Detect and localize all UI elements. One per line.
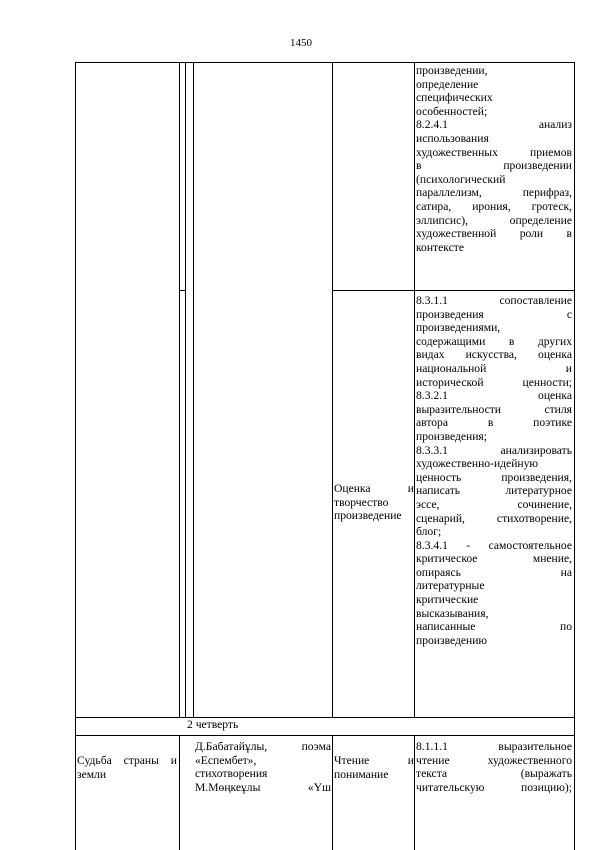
text-line: читательскую позицию);: [416, 780, 572, 794]
text-line: специфических: [416, 91, 493, 105]
text-line: произведение: [334, 509, 402, 523]
text-line: произведении,: [416, 64, 488, 77]
text-line: автора в поэтике: [416, 416, 572, 430]
text-line: произведениями,: [416, 321, 501, 335]
text-line: 8.3.1.1 сопоставление: [416, 294, 572, 307]
text-line: использования: [416, 131, 489, 145]
grid-line: [414, 62, 415, 717]
grid-line: [75, 735, 575, 736]
text-line: написать литературное: [416, 484, 572, 498]
grid-line: [179, 290, 185, 291]
grid-line: [75, 62, 575, 63]
grid-line: [179, 735, 180, 850]
grid-line: [414, 735, 415, 850]
text-line: понимание: [334, 767, 389, 781]
text-line: эллипсис), определение: [416, 213, 572, 227]
text-line: сценарий, стихотворение,: [416, 511, 572, 525]
text-line: определение: [416, 77, 479, 91]
grid-line: [332, 290, 575, 291]
text-line: контексте: [416, 240, 464, 254]
text-line: блог;: [416, 525, 442, 539]
text-line: произведения;: [416, 429, 487, 443]
text-line: Д.Бабатайұлы, поэма: [195, 740, 331, 753]
text-line: произведения с: [416, 307, 572, 321]
grid-line: [179, 62, 180, 717]
works-cell: [195, 740, 331, 794]
grid-line: [75, 62, 76, 850]
text-line: 8.1.1.1 выразительное: [416, 740, 572, 753]
text-line: критические: [416, 593, 479, 607]
text-line: чтение художественного: [416, 753, 572, 767]
text-line: художественных приемов: [416, 145, 572, 159]
text-line: эссе, сочинение,: [416, 497, 572, 511]
grid-line: [332, 735, 333, 850]
text-line: сатира, ирония, гротеск,: [416, 199, 572, 213]
text-line: ценность произведения,: [416, 470, 572, 484]
text-line: параллелизм, перифраз,: [416, 186, 572, 200]
grid-line: [185, 62, 186, 717]
objectives-cell: [416, 740, 572, 794]
text-line: произведению: [416, 633, 488, 647]
theme-cell: [77, 754, 177, 781]
text-line: земли: [77, 767, 107, 781]
text-line: художественно-идейную: [416, 457, 539, 471]
text-line: 8.3.4.1 - самостоятельное: [416, 538, 572, 552]
text-line: Чтение и: [334, 754, 414, 767]
text-line: видах искусства, оценка: [416, 348, 572, 362]
page-number: 1450: [290, 37, 312, 49]
text-line: творчество: [334, 495, 389, 509]
text-line: стихотворения: [195, 767, 268, 781]
grid-line: [193, 62, 194, 717]
text-line: особенностей;: [416, 104, 488, 118]
text-line: 8.3.3.1 анализировать: [416, 443, 572, 457]
objectives-cell: [416, 294, 572, 647]
text-line: художественной роли в: [416, 227, 572, 241]
grid-line: [574, 62, 575, 850]
skill-cell: [334, 754, 414, 781]
text-line: в произведении: [416, 159, 572, 173]
grid-line: [332, 62, 333, 717]
curriculum-table: [75, 62, 575, 850]
text-line: написанные по: [416, 620, 572, 634]
text-line: М.Мөңкеұлы «Үш: [195, 780, 331, 794]
text-line: национальной и: [416, 361, 572, 375]
text-line: выразительности стиля: [416, 402, 572, 416]
text-line: 8.3.2.1 оценка: [416, 389, 572, 403]
text-line: исторической ценности;: [416, 375, 572, 389]
text-line: (психологический: [416, 172, 506, 186]
text-line: Судьба страны и: [77, 754, 177, 767]
skill-cell: [334, 482, 414, 523]
text-line: «Еспембет»,: [195, 753, 257, 767]
text-line: высказывания,: [416, 606, 489, 620]
text-line: критическое мнение,: [416, 552, 572, 566]
text-line: опираясь на: [416, 565, 572, 579]
quarter-label: 2 четверть: [187, 718, 239, 731]
text-line: Оценка и: [334, 482, 414, 495]
text-line: текста (выражать: [416, 767, 572, 781]
text-line: 8.2.4.1 анализ: [416, 118, 572, 132]
text-line: литературные: [416, 579, 485, 593]
text-line: содержащими в других: [416, 334, 572, 348]
objectives-cell: [416, 64, 572, 254]
